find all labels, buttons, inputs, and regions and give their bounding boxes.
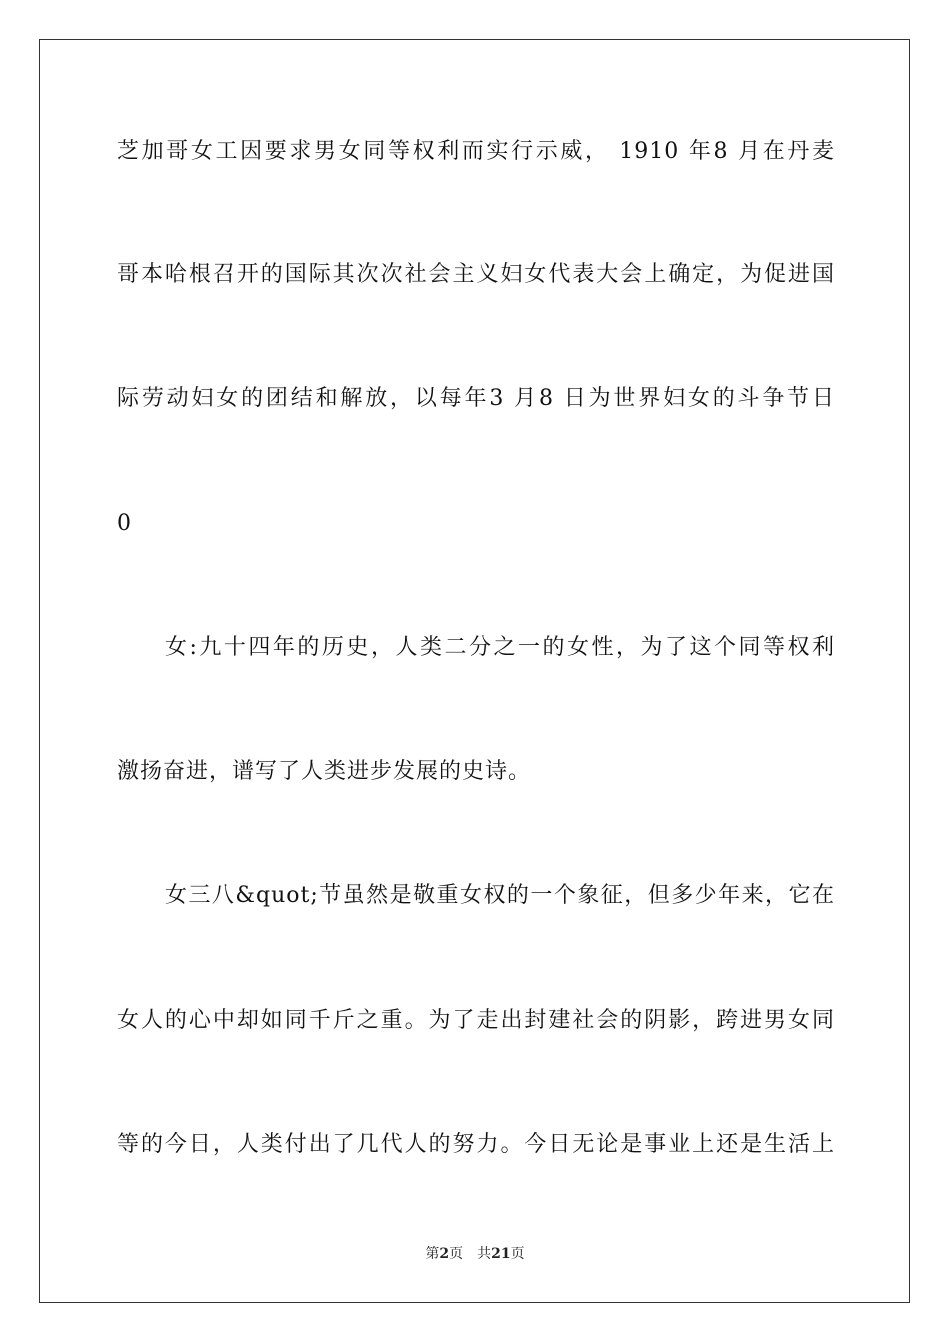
footer-total-prefix: 共 [477, 1246, 492, 1262]
text-line-2: 哥本哈根召开的国际其次次社会主义妇女代表大会上确定，为促进国 [117, 262, 835, 287]
text-line-3: 际劳动妇女的团结和解放，以每年3 月8 日为世界妇女的斗争节日 [117, 386, 835, 411]
paragraph-2-line-2: 激扬奋进，谱写了人类进步发展的史诗。 [117, 759, 532, 784]
paragraph-3-line-3: 等的今日，人类付出了几代人的努力。今日无论是事业上还是生活上 [117, 1132, 835, 1157]
footer-total-suffix: 页 [510, 1246, 525, 1262]
footer-page-prefix: 第 [425, 1246, 440, 1262]
page-border [39, 39, 910, 1303]
paragraph-3-line-2: 女人的心中却如同千斤之重。为了走出封建社会的阴影，跨进男女同 [117, 1008, 835, 1033]
paragraph-3-line-1: 女三八&quot;节虽然是敬重女权的一个象征，但多少年来，它在 [165, 883, 835, 908]
footer-page-number: 2 [439, 1246, 450, 1262]
footer-total-pages: 21 [491, 1246, 511, 1262]
paragraph-2-line-1: 女:九十四年的历史，人类二分之一的女性，为了这个同等权利 [165, 635, 835, 660]
text-line-4: 0 [117, 511, 132, 536]
footer-page-suffix: 页 [449, 1246, 464, 1262]
text-line-1: 芝加哥女工因要求男女同等权利而实行示威， 1910 年8 月在丹麦 [117, 139, 835, 164]
page-footer [0, 1245, 950, 1263]
